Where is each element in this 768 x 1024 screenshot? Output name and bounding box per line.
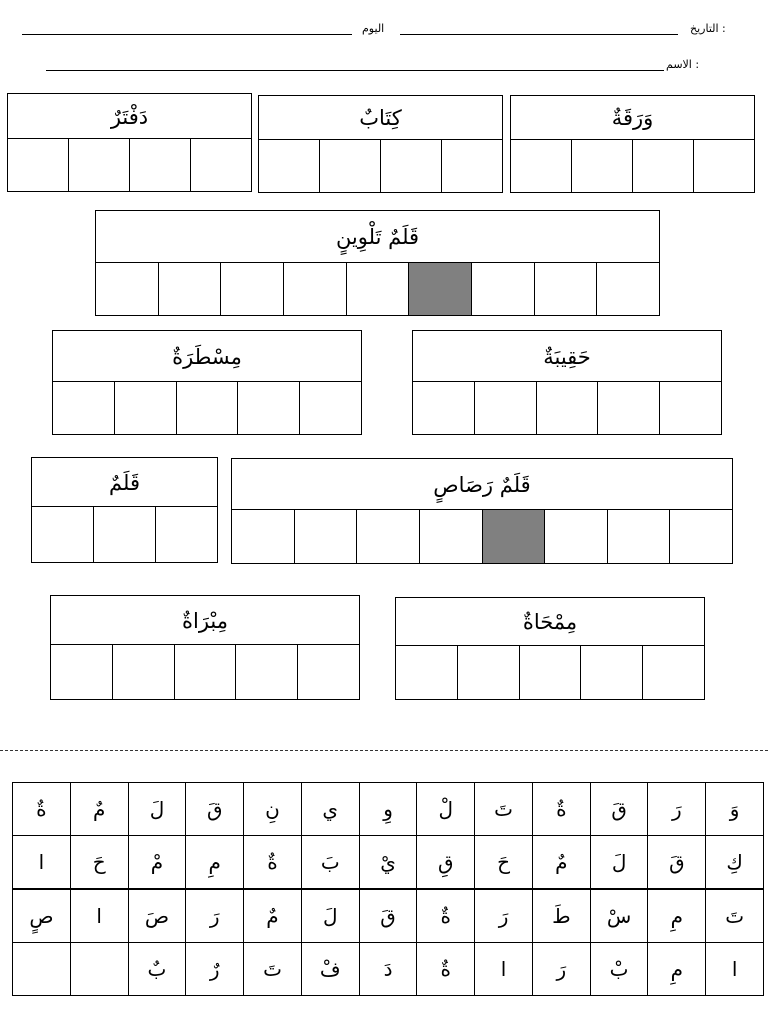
letter-box[interactable] [458, 646, 520, 699]
letter-tile[interactable]: سْ [590, 890, 648, 943]
letter-box[interactable] [597, 263, 659, 315]
letter-tile[interactable]: كِ [706, 836, 764, 889]
letter-boxes [412, 381, 722, 435]
word-label: قَلَمٌ [31, 457, 218, 507]
word-label: مِمْحَاةٌ [395, 597, 705, 646]
letter-tile[interactable]: تَ [244, 943, 302, 996]
letter-tile[interactable]: حَ [475, 836, 533, 889]
letter-box[interactable] [608, 510, 671, 563]
letter-box[interactable] [32, 507, 94, 562]
letter-box[interactable] [53, 382, 115, 434]
date-line[interactable] [400, 34, 678, 35]
letter-tile[interactable]: قَ [648, 836, 706, 889]
letter-box[interactable] [94, 507, 156, 562]
letter-tile[interactable]: رَ [648, 783, 706, 836]
letter-grid-top [12, 782, 764, 889]
letter-tile[interactable] [70, 943, 128, 996]
letter-boxes [7, 138, 252, 192]
shaded-box [483, 510, 546, 563]
letter-tile[interactable]: رٌ [186, 943, 244, 996]
word-card [95, 210, 660, 316]
name-label: : الاسم [666, 58, 700, 71]
letter-tile[interactable]: مْ [128, 836, 186, 889]
word-card [52, 330, 362, 435]
word-card [31, 457, 218, 563]
letter-tile[interactable]: مٌ [532, 836, 590, 889]
day-line[interactable] [22, 34, 352, 35]
letter-grid-bottom [12, 889, 764, 996]
letter-tile[interactable]: رَ [186, 890, 244, 943]
letter-box[interactable] [537, 382, 599, 434]
letter-box[interactable] [643, 646, 704, 699]
letter-tile[interactable]: وَ [706, 783, 764, 836]
letter-box[interactable] [298, 645, 359, 699]
letter-box[interactable] [420, 510, 483, 563]
letter-boxes [50, 644, 360, 700]
word-card [258, 95, 503, 193]
word-card [7, 93, 252, 192]
letter-box[interactable] [381, 140, 442, 192]
letter-tile[interactable]: رَ [532, 943, 590, 996]
letter-box[interactable] [159, 263, 222, 315]
letter-box[interactable] [572, 140, 633, 192]
word-card [50, 595, 360, 700]
letter-box[interactable] [320, 140, 381, 192]
letter-tile[interactable]: لْ [417, 783, 475, 836]
letter-box[interactable] [156, 507, 217, 562]
letter-tile[interactable]: ا [706, 943, 764, 996]
letter-row [13, 943, 764, 996]
letter-box[interactable] [191, 139, 251, 191]
letter-row [13, 890, 764, 943]
letter-tile[interactable]: صَ [128, 890, 186, 943]
letter-box[interactable] [69, 139, 130, 191]
word-label: قَلَمٌ رَصَاصٍ [231, 458, 733, 510]
letter-box[interactable] [295, 510, 358, 563]
letter-box[interactable] [96, 263, 159, 315]
cut-line [0, 750, 768, 751]
letter-boxes [52, 381, 362, 435]
letter-tile[interactable]: يْ [359, 836, 417, 889]
letter-boxes [395, 645, 705, 700]
letter-tile[interactable]: حَ [70, 836, 128, 889]
letter-boxes [95, 262, 660, 316]
letter-box[interactable] [175, 645, 237, 699]
letter-boxes [258, 139, 503, 193]
letter-tile[interactable]: مٌ [244, 890, 302, 943]
word-label: مِسْطَرَةٌ [52, 330, 362, 382]
letter-box[interactable] [300, 382, 361, 434]
letter-box[interactable] [598, 382, 660, 434]
letter-box[interactable] [545, 510, 608, 563]
letter-box[interactable] [442, 140, 502, 192]
letter-tile[interactable]: لَ [301, 890, 359, 943]
letter-tile[interactable]: ةٌ [13, 783, 71, 836]
letter-box[interactable] [232, 510, 295, 563]
letter-tile[interactable]: مِ [186, 836, 244, 889]
letter-tile[interactable]: قَ [359, 890, 417, 943]
letter-box[interactable] [259, 140, 320, 192]
name-line[interactable] [46, 70, 664, 71]
letter-box[interactable] [113, 645, 175, 699]
letter-tile[interactable]: لَ [128, 783, 186, 836]
letter-tile[interactable]: ةٌ [417, 890, 475, 943]
letter-tile[interactable]: بْ [590, 943, 648, 996]
word-label: مِبْرَاةٌ [50, 595, 360, 645]
letter-box[interactable] [694, 140, 754, 192]
letter-box[interactable] [472, 263, 535, 315]
letter-box[interactable] [238, 382, 300, 434]
word-label: وَرَقَةٌ [510, 95, 755, 140]
letter-box[interactable] [660, 382, 721, 434]
letter-tile[interactable]: ا [13, 836, 71, 889]
letter-tile[interactable]: ةٌ [417, 943, 475, 996]
letter-box[interactable] [115, 382, 177, 434]
letter-box[interactable] [236, 645, 298, 699]
letter-box[interactable] [130, 139, 191, 191]
letter-box[interactable] [535, 263, 598, 315]
letter-tile[interactable]: ةٌ [244, 836, 302, 889]
word-label: دَفْتَرٌ [7, 93, 252, 139]
letter-box[interactable] [413, 382, 475, 434]
letter-row [13, 783, 764, 836]
letter-tile[interactable]: قِ [417, 836, 475, 889]
letter-tile[interactable]: قَ [590, 783, 648, 836]
day-label: اليوم [362, 22, 385, 35]
letter-tile[interactable]: مِ [648, 890, 706, 943]
letter-tile[interactable]: ا [70, 890, 128, 943]
letter-tile[interactable]: ا [475, 943, 533, 996]
letter-tile[interactable]: بَ [301, 836, 359, 889]
letter-box[interactable] [520, 646, 582, 699]
word-card [412, 330, 722, 435]
letter-tile[interactable]: بٌ [128, 943, 186, 996]
letter-tile[interactable]: تَ [706, 890, 764, 943]
letter-box[interactable] [475, 382, 537, 434]
letter-tile[interactable]: فْ [301, 943, 359, 996]
letter-tile[interactable]: نِ [244, 783, 302, 836]
letter-tile[interactable]: قَ [186, 783, 244, 836]
letter-box[interactable] [511, 140, 572, 192]
letter-box[interactable] [633, 140, 694, 192]
letter-box[interactable] [177, 382, 239, 434]
letter-box[interactable] [284, 263, 347, 315]
letter-box[interactable] [8, 139, 69, 191]
letter-box[interactable] [670, 510, 732, 563]
letter-boxes [510, 139, 755, 193]
letter-box[interactable] [396, 646, 458, 699]
letter-box[interactable] [581, 646, 643, 699]
letter-tile[interactable]: طَ [532, 890, 590, 943]
letter-tile[interactable]: ي [301, 783, 359, 836]
letter-boxes [31, 506, 218, 563]
letter-tile[interactable]: لَ [590, 836, 648, 889]
letter-tile[interactable]: ةٌ [532, 783, 590, 836]
letter-box[interactable] [347, 263, 410, 315]
letter-tile[interactable]: تَ [475, 783, 533, 836]
letter-tile[interactable]: رَ [475, 890, 533, 943]
word-label: قَلَمٌ تَلْوِينٍ [95, 210, 660, 263]
letter-tile[interactable]: وِ [359, 783, 417, 836]
letter-tile[interactable]: مِ [648, 943, 706, 996]
letter-row [13, 836, 764, 889]
letter-tile[interactable]: دَ [359, 943, 417, 996]
letter-tile[interactable]: صٍ [13, 890, 71, 943]
letter-tile[interactable] [13, 943, 71, 996]
word-card [510, 95, 755, 193]
letter-tile[interactable]: مٌ [70, 783, 128, 836]
word-card [395, 597, 705, 700]
letter-boxes [231, 509, 733, 564]
letter-box[interactable] [357, 510, 420, 563]
word-label: حَقِيبَةٌ [412, 330, 722, 382]
word-card [231, 458, 733, 564]
date-label: : التاريخ [690, 22, 726, 35]
word-label: كِتَابٌ [258, 95, 503, 140]
shaded-box [409, 263, 472, 315]
letter-box[interactable] [51, 645, 113, 699]
letter-box[interactable] [221, 263, 284, 315]
